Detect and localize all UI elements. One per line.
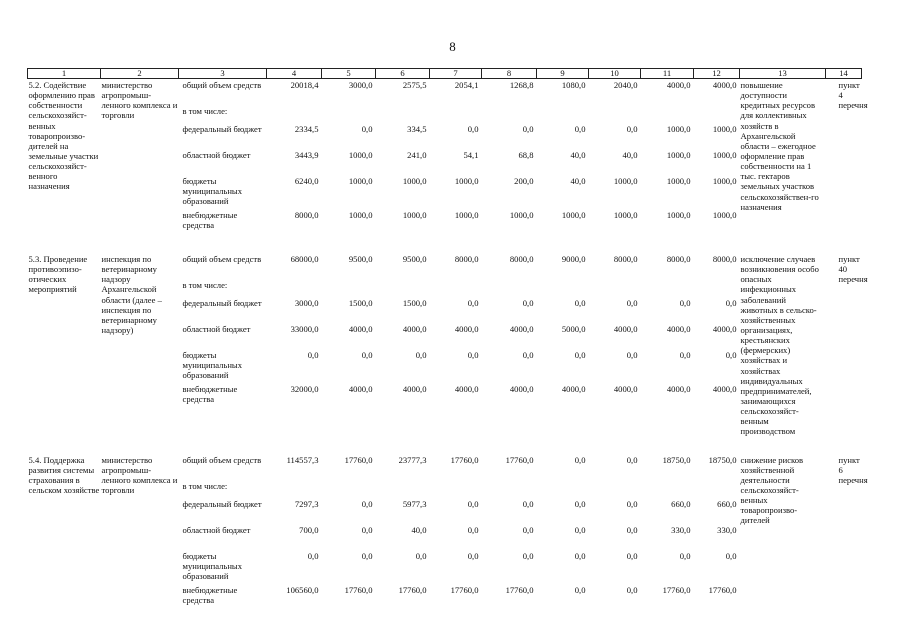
amount-value: 0,0 (574, 298, 586, 308)
amount-value: 1000,0 (348, 210, 373, 220)
amount-value (642, 106, 691, 124)
amount-value: 3443,9 (294, 150, 319, 160)
amount-value: 4000,0 (454, 384, 479, 394)
amount-value: 1000,0 (666, 124, 691, 134)
amount-value: 1000,0 (712, 150, 737, 160)
amount-value: 0,0 (626, 350, 638, 360)
funding-sources (179, 253, 267, 438)
amount-value: 0,0 (415, 550, 427, 561)
amount-value: 1500,0 (348, 298, 373, 308)
executor: инспекция по ветеринарному надзору Архангельской области (далее – инспекция по ветеринарному надзору) (101, 254, 162, 335)
amount-value: 4000,0 (509, 324, 534, 334)
amount-value (695, 280, 737, 298)
amount-value (268, 280, 319, 298)
amount-value: 23777,3 (398, 454, 427, 465)
amount-value: 0,0 (574, 454, 586, 465)
amount-value: 4000,0 (666, 324, 691, 334)
amount-value: 660,0 (671, 498, 691, 509)
column-number: 12 (694, 69, 740, 79)
page-number: 8 (449, 39, 456, 54)
amount-value (590, 481, 638, 499)
amount-column (641, 253, 694, 438)
amount-value: 20018,4 (290, 80, 319, 90)
funding-sources (179, 454, 267, 612)
column-number: 1 (28, 69, 101, 79)
funding-source-label: в том числе: (182, 480, 228, 491)
amount-value: 8000,0 (454, 254, 479, 264)
amount-value: 0,0 (679, 350, 691, 360)
amount-value: 0,0 (725, 550, 737, 561)
column-number: 8 (482, 69, 537, 79)
amount-value: 1000,0 (712, 124, 737, 134)
amount-value: 0,0 (361, 550, 373, 561)
amount-value: 4000,0 (509, 384, 534, 394)
amount-value (695, 106, 737, 124)
amount-value: 334,5 (407, 124, 427, 134)
funding-source-label: бюджеты муниципальных образований (182, 550, 242, 581)
amount-value: 1000,0 (509, 210, 534, 220)
amount-column (267, 454, 322, 612)
funding-source-label: федеральный бюджет (182, 124, 262, 134)
amount-value: 17760,0 (398, 584, 427, 595)
amount-value: 33000,0 (290, 324, 319, 334)
amount-value: 4000,0 (348, 384, 373, 394)
amount-value: 17760,0 (450, 584, 479, 595)
amount-value: 330,0 (717, 524, 737, 535)
amount-value: 0,0 (574, 584, 586, 595)
amount-value: 2334,5 (294, 124, 319, 134)
amount-column (482, 454, 537, 612)
amount-value: 0,0 (467, 524, 479, 535)
amount-value: 0,0 (626, 498, 638, 509)
amount-value: 4000,0 (402, 384, 427, 394)
amount-value: 9500,0 (348, 254, 373, 264)
amount-value (268, 106, 319, 124)
amount-value: 4000,0 (613, 324, 638, 334)
funding-source-label: федеральный бюджет (182, 298, 262, 308)
amount-value: 0,0 (467, 124, 479, 134)
amount-column (376, 79, 430, 238)
amount-value: 17760,0 (344, 454, 373, 465)
expected-result: снижение рисков хозяйственной деятельности сельскохозяйст-венных товаропроизво-дителей (740, 454, 804, 526)
amount-value: 200,0 (514, 176, 534, 186)
amount-value: 1000,0 (712, 210, 737, 220)
funding-source-label: внебюджетные средства (182, 210, 238, 231)
amount-value: 3000,0 (294, 298, 319, 308)
list-reference: пункт 40 перечня (838, 254, 868, 285)
amount-column (376, 454, 430, 612)
amount-value: 700,0 (299, 524, 319, 535)
amount-column (430, 79, 482, 238)
amount-column (694, 79, 740, 238)
amount-value: 0,0 (574, 124, 586, 134)
amount-value (642, 280, 691, 298)
funding-source-label: внебюджетные средства (182, 584, 238, 605)
amount-value: 0,0 (626, 550, 638, 561)
amount-value: 18750,0 (662, 454, 691, 465)
amount-value: 68,8 (518, 150, 534, 160)
amount-value: 9500,0 (402, 254, 427, 264)
amount-value: 0,0 (467, 298, 479, 308)
amount-value: 1000,0 (454, 210, 479, 220)
amount-value: 18750,0 (708, 454, 737, 465)
amount-value: 1500,0 (402, 298, 427, 308)
amount-value: 1000,0 (666, 210, 691, 220)
funding-source-label: общий объем средств (182, 454, 262, 465)
amount-value (377, 280, 427, 298)
amount-value: 40,0 (411, 524, 427, 535)
amount-value: 1000,0 (613, 210, 638, 220)
amount-value: 0,0 (361, 350, 373, 360)
funding-source-label: областной бюджет (182, 324, 251, 334)
column-number: 2 (101, 69, 179, 79)
amount-column (694, 253, 740, 438)
amount-column (694, 454, 740, 612)
amount-value: 0,0 (361, 498, 373, 509)
amount-column (537, 79, 589, 238)
funding-source-label: областной бюджет (182, 150, 251, 160)
expected-result: повышение доступности кредитных ресурсов для коллективных хозяйств в Архангельской области – ежегодное оформление прав собственности на 1 тыс. гектаров земельных участков сельскохозяйствен-го назначения (740, 80, 819, 212)
amount-value (538, 481, 586, 499)
amount-value: 1000,0 (666, 150, 691, 160)
amount-value: 0,0 (574, 350, 586, 360)
amount-value: 0,0 (725, 298, 737, 308)
amount-value (695, 481, 737, 499)
amount-value (377, 106, 427, 124)
amount-value (483, 106, 534, 124)
column-number: 5 (322, 69, 376, 79)
list-reference: пункт 4 перечня (838, 80, 868, 111)
column-number: 9 (537, 69, 589, 79)
funding-source-label: областной бюджет (182, 524, 251, 535)
amount-column (641, 79, 694, 238)
amount-value (590, 106, 638, 124)
amount-column (267, 79, 322, 238)
amount-value: 0,0 (626, 524, 638, 535)
amount-value (377, 481, 427, 499)
amount-value: 0,0 (415, 350, 427, 360)
row-spacer (28, 237, 862, 253)
amount-value: 660,0 (717, 498, 737, 509)
funding-source-label: федеральный бюджет (182, 498, 262, 509)
amount-value: 54,1 (463, 150, 479, 160)
amount-value: 40,0 (622, 150, 638, 160)
amount-value: 0,0 (626, 584, 638, 595)
amount-value: 0,0 (626, 298, 638, 308)
activity-name: 5.4. Поддержка развития системы страхования в сельском хозяйстве (28, 454, 100, 495)
amount-value: 17760,0 (450, 454, 479, 465)
amount-value: 1000,0 (402, 210, 427, 220)
amount-value: 1080,0 (561, 80, 586, 90)
amount-value: 0,0 (522, 524, 534, 535)
amount-value: 8000,0 (613, 254, 638, 264)
amount-value: 68000,0 (290, 254, 319, 264)
amount-value: 1000,0 (348, 150, 373, 160)
funding-source-label: общий объем средств (182, 80, 262, 90)
amount-value: 1000,0 (348, 176, 373, 186)
amount-value (590, 280, 638, 298)
amount-value: 4000,0 (712, 80, 737, 90)
amount-value (323, 106, 373, 124)
column-number: 6 (376, 69, 430, 79)
expected-result: исключение случаев возникновения особо опасных инфекционных заболеваний животных в сельско-хозяйственных организациях, крестьянских (фермерских) хозяйствах и хозяйствах индивидуальных предпринимателей, занимающихся сельскохозяйст-венным производством (740, 254, 819, 437)
row-spacer (28, 438, 862, 454)
amount-value: 0,0 (467, 550, 479, 561)
amount-column (376, 253, 430, 438)
funding-source-label: в том числе: (182, 280, 228, 290)
table-row (28, 253, 862, 438)
amount-value: 0,0 (679, 298, 691, 308)
amount-value: 4000,0 (561, 384, 586, 394)
amount-value (431, 106, 479, 124)
amount-value: 5000,0 (561, 324, 586, 334)
amount-column (430, 454, 482, 612)
amount-value: 0,0 (679, 550, 691, 561)
list-reference: пункт 6 перечня (838, 454, 868, 485)
column-number: 14 (826, 69, 862, 79)
amount-value: 40,0 (570, 150, 586, 160)
column-number: 10 (589, 69, 641, 79)
activity-name: 5.2. Содействие оформлению прав собственности сельскохозяйст-венных товаропроизво-дителей на земельные участки сельскохозяйст-венного назначения (28, 80, 99, 192)
amount-value: 0,0 (626, 124, 638, 134)
amount-value: 0,0 (467, 498, 479, 509)
amount-value: 0,0 (725, 350, 737, 360)
amount-value: 4000,0 (613, 384, 638, 394)
amount-value: 2040,0 (613, 80, 638, 90)
amount-value: 106560,0 (286, 584, 319, 595)
executor: министерство агропромыш-ленного комплекса и торговли (101, 454, 178, 495)
amount-value (323, 481, 373, 499)
amount-value: 0,0 (574, 550, 586, 561)
funding-source-label: в том числе: (182, 106, 228, 116)
amount-value: 8000,0 (294, 210, 319, 220)
amount-value: 17760,0 (708, 584, 737, 595)
amount-value: 114557,3 (286, 454, 319, 465)
funding-source-label: внебюджетные средства (182, 384, 238, 405)
column-number: 4 (267, 69, 322, 79)
column-number: 3 (179, 69, 267, 79)
amount-column (589, 253, 641, 438)
amount-value: 9000,0 (561, 254, 586, 264)
amount-value: 1268,8 (509, 80, 534, 90)
funding-source-label: бюджеты муниципальных образований (182, 350, 242, 381)
amount-value: 1000,0 (561, 210, 586, 220)
amount-value: 0,0 (522, 550, 534, 561)
funding-source-label: бюджеты муниципальных образований (182, 176, 242, 207)
funding-source-label: общий объем средств (182, 254, 262, 264)
amount-column (322, 253, 376, 438)
amount-value: 1000,0 (402, 176, 427, 186)
amount-value: 4000,0 (712, 384, 737, 394)
amount-column (482, 79, 537, 238)
table-row (28, 79, 862, 238)
amount-value (538, 106, 586, 124)
amount-value: 3000,0 (348, 80, 373, 90)
amount-value: 0,0 (361, 524, 373, 535)
amount-value: 241,0 (407, 150, 427, 160)
activity-name: 5.3. Проведение противоэпизо-отических мероприятий (28, 254, 88, 295)
amount-value: 17760,0 (505, 584, 534, 595)
amount-value: 1000,0 (666, 176, 691, 186)
amount-value: 17760,0 (662, 584, 691, 595)
column-number: 7 (430, 69, 482, 79)
amount-column (537, 454, 589, 612)
table-row (28, 454, 862, 612)
amount-value: 2054,1 (454, 80, 479, 90)
amount-value: 8000,0 (666, 254, 691, 264)
amount-value: 17760,0 (344, 584, 373, 595)
amount-value: 4000,0 (402, 324, 427, 334)
amount-value: 0,0 (522, 498, 534, 509)
amount-value: 8000,0 (509, 254, 534, 264)
amount-value (431, 481, 479, 499)
amount-value: 7297,3 (294, 498, 319, 509)
amount-column (641, 454, 694, 612)
amount-value (268, 481, 319, 499)
column-number: 11 (641, 69, 694, 79)
amount-value (538, 280, 586, 298)
amount-value: 0,0 (626, 454, 638, 465)
amount-value: 1000,0 (454, 176, 479, 186)
amount-value: 4000,0 (348, 324, 373, 334)
amount-value (642, 481, 691, 499)
column-number: 13 (740, 69, 826, 79)
amount-value: 4000,0 (666, 384, 691, 394)
amount-value (431, 280, 479, 298)
amount-value: 2575,5 (402, 80, 427, 90)
amount-column (537, 253, 589, 438)
amount-column (482, 253, 537, 438)
amount-column (589, 454, 641, 612)
amount-value: 330,0 (671, 524, 691, 535)
amount-value: 1000,0 (712, 176, 737, 186)
amount-value: 32000,0 (290, 384, 319, 394)
amount-value: 1000,0 (613, 176, 638, 186)
program-activities-table (27, 68, 868, 612)
amount-value: 4000,0 (454, 324, 479, 334)
amount-column (267, 253, 322, 438)
amount-value (483, 481, 534, 499)
amount-value (323, 280, 373, 298)
amount-value: 6240,0 (294, 176, 319, 186)
amount-value: 0,0 (522, 124, 534, 134)
amount-column (430, 253, 482, 438)
amount-column (322, 454, 376, 612)
amount-value: 40,0 (570, 176, 586, 186)
amount-value: 0,0 (522, 350, 534, 360)
column-number-header-row (28, 69, 862, 79)
amount-value: 4000,0 (666, 80, 691, 90)
amount-value: 17760,0 (505, 454, 534, 465)
amount-value (483, 280, 534, 298)
executor: министерство агропромыш-ленного комплекса и торговли (101, 80, 178, 121)
funding-sources (179, 79, 267, 238)
amount-column (322, 79, 376, 238)
amount-value: 0,0 (307, 550, 319, 561)
amount-value: 8000,0 (712, 254, 737, 264)
amount-value: 5977,3 (402, 498, 427, 509)
amount-value: 0,0 (574, 498, 586, 509)
amount-value: 0,0 (361, 124, 373, 134)
amount-value: 0,0 (467, 350, 479, 360)
amount-value: 0,0 (574, 524, 586, 535)
amount-column (589, 79, 641, 238)
amount-value: 4000,0 (712, 324, 737, 334)
amount-value: 0,0 (522, 298, 534, 308)
amount-value: 0,0 (307, 350, 319, 360)
